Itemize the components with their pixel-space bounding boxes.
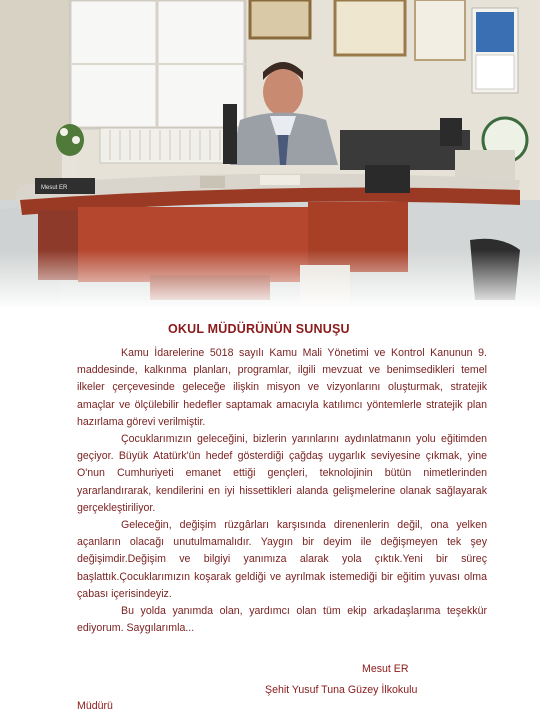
paragraph: Çocuklarımızın geleceğini, bizlerin yarınlarını aydınlatmanın yolu eğitimden geçiyor. Büyük Atatürk'ün hedef gösterdiği çağdaş uygarlık seviyesine çıkmak, yine O'nun Cumhuriyeti emanet ettiği gençleri, teknolojinin bütün nimetlerinden yararlandırarak, kendilerini en iyi hissettikleri alanda gelişmelerine olanak sağlayarak gerçekleştiriliyor.: [77, 433, 487, 514]
paragraph: Geleceğin, değişim rüzgârları karşısında direnenlerin değil, ona yelken açanların olacağı unutulmamalıdır. Yaygın bir deyim ile değişmeyen tek şey değişimdir.Değişim ve bilgiyi yanımıza alarak yola çıktık.Yeni bir süreç başlattık.Çocuklarımızın koşarak geldiği ve ayrılmak istemediği bir eğitim yuvası olma çabası içerisindeyiz.: [77, 519, 487, 600]
message-body: [77, 345, 487, 637]
signature-school: Şehit Yusuf Tuna Güzey İlkokulu: [265, 684, 418, 696]
paragraph: Kamu İdarelerine 5018 sayılı Kamu Mali Yönetimi ve Kontrol Kanunun 9. maddesinde, kalkınma planları, programlar, ilgili mevzuat ve benimsedikleri temel ilkeler çerçevesinde geleceğe ilişkin misyon ve vizyonlarını oluşturmak, stratejik amaçlar ve ölçülebilir hedefler saptamak amacıyla katılımcı yöntemlerle stratejik plan hazırlama görevi verilmiştir.: [77, 347, 487, 428]
photo-fade: [0, 250, 540, 320]
nameplate-text: Mesut ER: [41, 185, 68, 191]
paragraph: Bu yolda yanımda olan, yardımcı olan tüm ekip arkadaşlarıma teşekkür ediyorum. Saygılarımla...: [77, 605, 487, 635]
page-title: OKUL MÜDÜRÜNÜN SUNUŞU: [168, 322, 350, 336]
signature-role: Müdürü: [77, 700, 113, 712]
signature-name: Mesut ER: [362, 663, 409, 675]
